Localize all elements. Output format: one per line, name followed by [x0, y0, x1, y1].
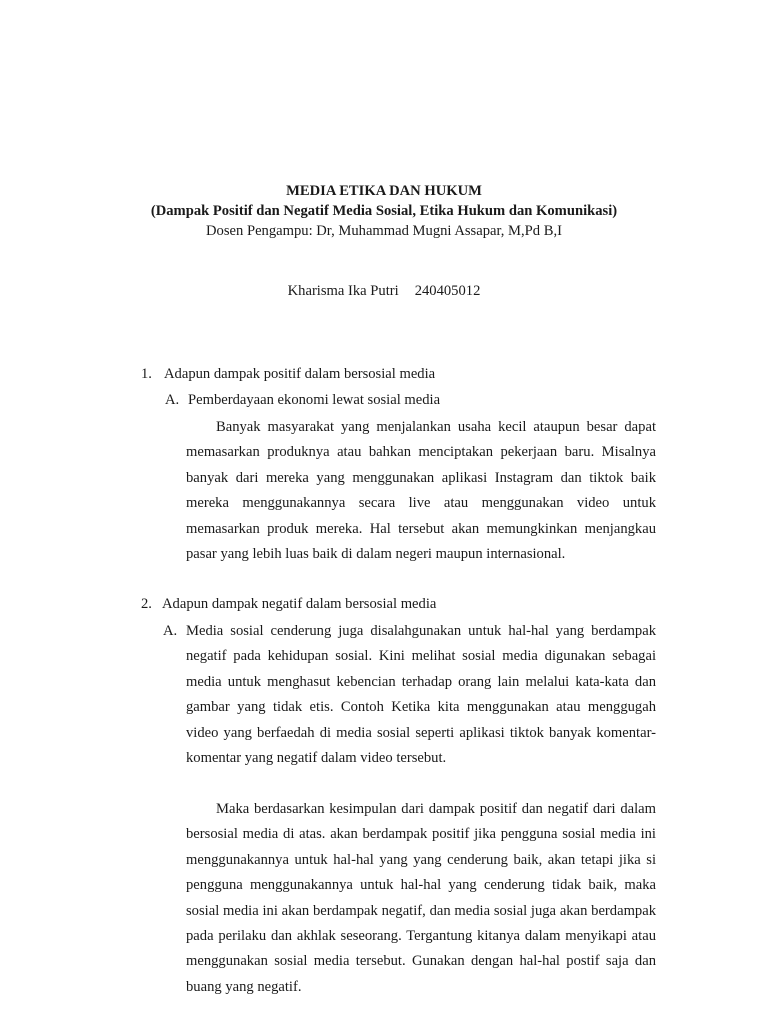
section-1a-text: Banyak masyarakat yang menjalankan usaha kecil ataupun besar dapat memasarkan produknya atau bahkan menciptakan pekerjaan baru. Misalnya banyak dari mereka yang menggunakan aplikasi Instagram dan tiktok baik mereka menggunakannya secara live atau menggunakan video untuk memasarkan produk mereka. Hal tersebut akan memungkinkan menjangkau pasar yang lebih luas baik di dalam negeri maupun internasional.	[186, 419, 656, 563]
document-subtitle: (Dampak Positif dan Negatif Media Sosial, Etika Hukum dan Komunikasi)	[150, 203, 618, 219]
title-block	[100, 181, 668, 241]
section-1-heading: Adapun dampak positif dalam bersosial media	[164, 366, 436, 382]
author-line	[100, 281, 668, 301]
section-2a-letter: A.	[163, 623, 178, 639]
section-2a-text: Media sosial cenderung juga disalahgunakan untuk hal-hal yang berdampak negatif pada kehidupan sosial. Kini melihat sosial media digunakan sebagai media untuk menghasut kebencian terhadap orang lain melalui kata-kata dan gambar yang tidak etis. Contoh Ketika kita menggunakan atau menggugah video yang berfaedah di media sosial seperti aplikasi tiktok banyak komentar-komentar yang negatif dalam video tersebut.	[186, 623, 656, 767]
lecturer-line: Dosen Pengampu: Dr, Muhammad Mugni Assapar, M,Pd B,I	[206, 223, 562, 239]
section-2a-paragraph	[186, 619, 656, 771]
section-2-number: 2.	[141, 596, 152, 612]
section-1-number: 1.	[141, 366, 152, 382]
conclusion-text: Maka berdasarkan kesimpulan dari dampak positif dan negatif dari dalam bersosial media di atas. akan berdampak positif jika pengguna sosial media ini menggunakannya untuk hal-hal yang yang cenderung baik, akan tetapi jika si pengguna menggunakannya untuk hal-hal yang cenderung tidak baik, maka sosial media ini akan berdampak negatif, dan media sosial juga akan berdampak pada perilaku dan akhlak seseorang. Tergantung kitanya dalam menyikapi atau menggunakan sosial media tersebut. Gunakan dengan hal-hal postif saja dan buang yang negatif.	[186, 801, 656, 995]
section-1a-letter: A.	[165, 392, 180, 408]
section-1a-heading: Pemberdayaan ekonomi lewat sosial media	[188, 392, 441, 408]
section-1a-paragraph	[186, 415, 656, 567]
author-id: 240405012	[414, 283, 481, 299]
document-title: MEDIA ETIKA DAN HUKUM	[286, 183, 482, 199]
author-name: Kharisma Ika Putri	[287, 283, 399, 299]
conclusion-paragraph	[186, 797, 656, 1000]
section-2-heading: Adapun dampak negatif dalam bersosial media	[162, 596, 437, 612]
